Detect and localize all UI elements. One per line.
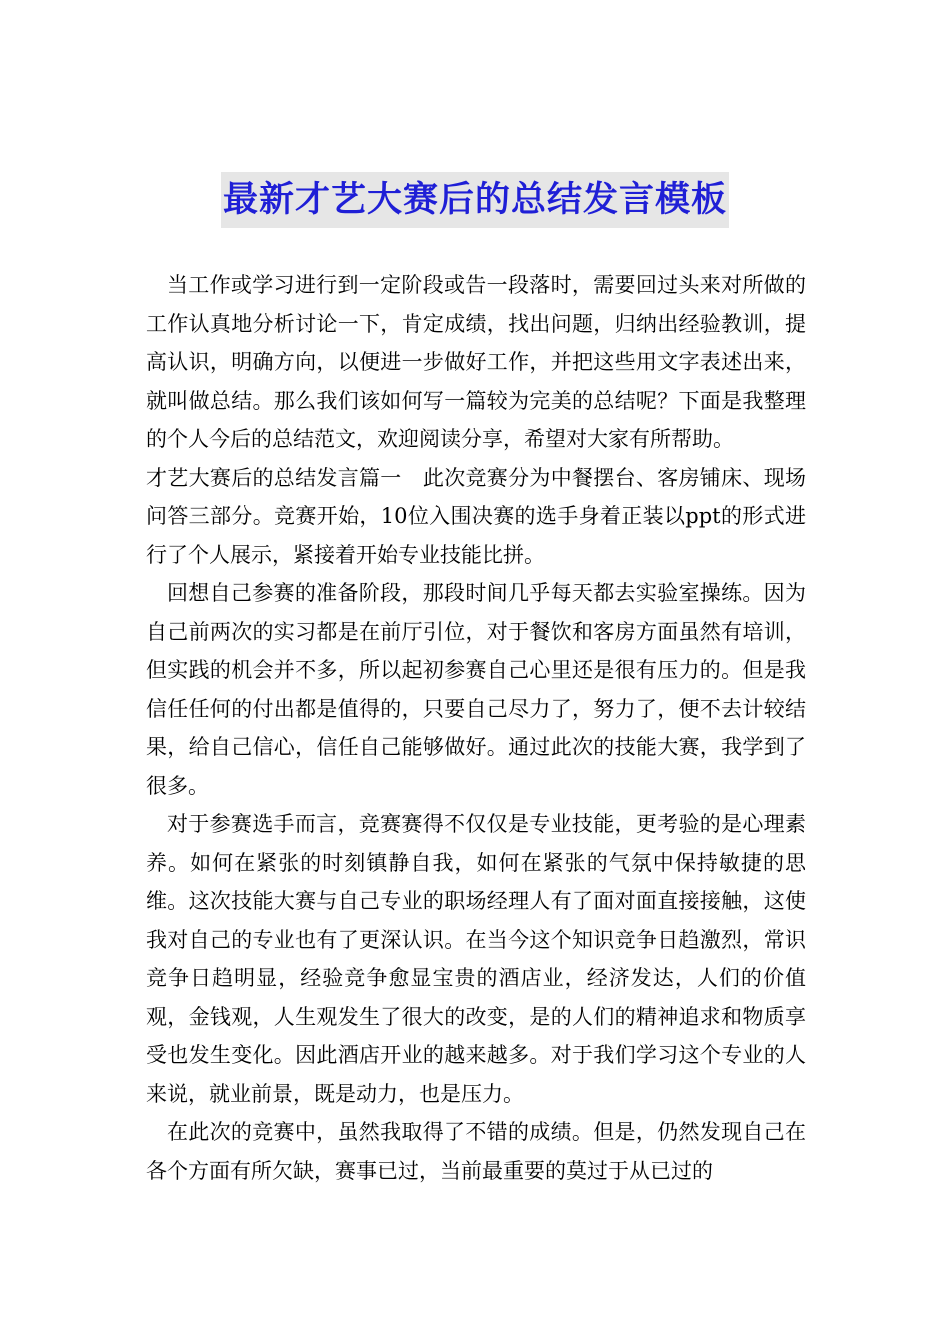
document-title <box>0 172 950 228</box>
paragraph-competition-reflection: 对于参赛选手而言，竞赛赛得不仅仅是专业技能，更考验的是心理素养。如何在紧张的时刻镇静自我，如何在紧张的气氛中保持敏捷的思维。这次技能大赛与自己专业的职场经理人有了面对面直接接触，这使我对自己的专业也有了更深认识。在当今这个知识竞争日趋激烈，常识竞争日趋明显，经验竞争愈显宝贵的酒店业，经济发达，人们的价值观，金钱观，人生观发生了很大的改变，是的人们的精神追求和物质享受也发生变化。因此酒店开业的越来越多。对于我们学习这个专业的人来说，就业前景，既是动力，也是压力。 <box>146 812 806 1106</box>
paragraph-section-one: 才艺大赛后的总结发言篇一 此次竞赛分为中餐摆台、客房铺床、现场问答三部分。竞赛开始，10位入围决赛的选手身着正装以ppt的形式进行了个人展示，紧接着开始专业技能比拼。 <box>146 465 806 567</box>
paragraph-preparation: 回想自己参赛的准备阶段，那段时间几乎每天都去实验室操练。因为自己前两次的实习都是在前厅引位，对于餐饮和客房方面虽然有培训，但实践的机会并不多，所以起初参赛自己心里还是很有压力的。但是我信任任何的付出都是值得的，只要自己尽力了，努力了，便不去计较结果，给自己信心，信任自己能够做好。通过此次的技能大赛，我学到了很多。 <box>146 581 806 798</box>
paragraph-intro: 当工作或学习进行到一定阶段或告一段落时，需要回过头来对所做的工作认真地分析讨论一下，肯定成绩，找出问题，归纳出经验教训，提高认识，明确方向，以便进一步做好工作，并把这些用文字表述出来，就叫做总结。那么我们该如何写一篇较为完美的总结呢？下面是我整理的个人今后的总结范文，欢迎阅读分享，希望对大家有所帮助。 <box>146 273 806 451</box>
document-title-text: 最新才艺大赛后的总结发言模板 <box>221 172 729 228</box>
document-body <box>146 266 806 1190</box>
paragraph-shortcomings: 在此次的竞赛中，虽然我取得了不错的成绩。但是，仍然发现自己在各个方面有所欠缺，赛事已过，当前最重要的莫过于从已过的 <box>146 1120 806 1183</box>
